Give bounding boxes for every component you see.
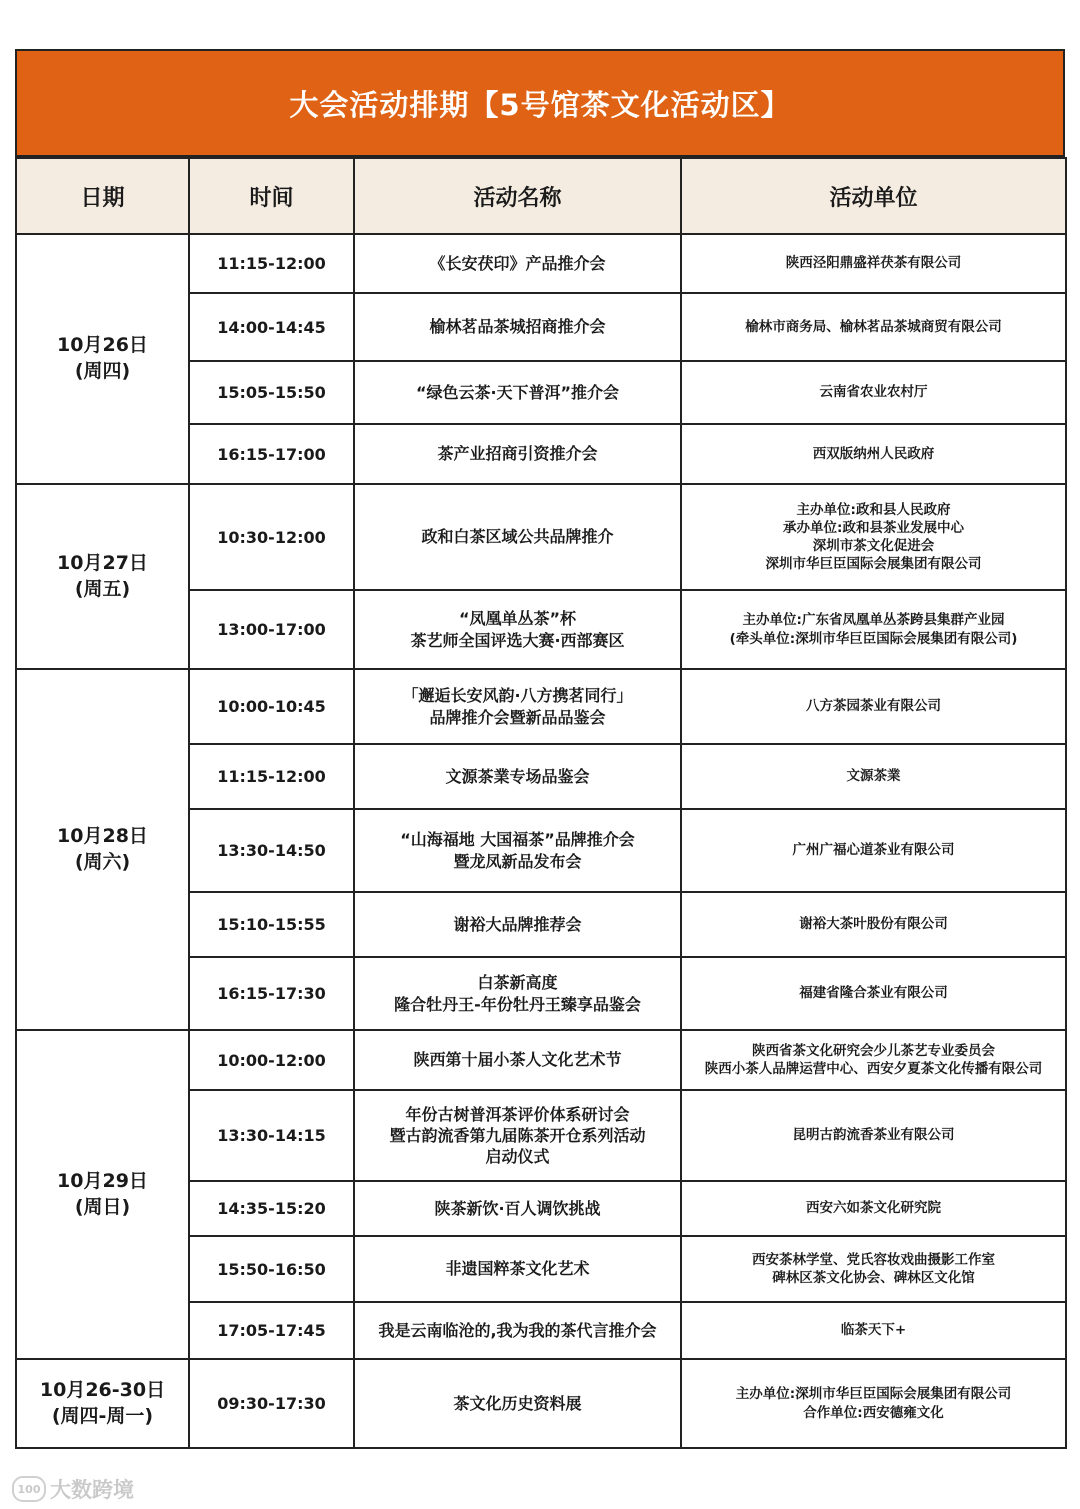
time-cell: 16:15-17:00 <box>189 424 354 484</box>
activity-name-cell <box>354 809 681 892</box>
organizer-cell <box>681 809 1066 892</box>
organizer-line: 广州广福心道茶业有限公司 <box>792 842 955 859</box>
organizer-line: 云南省农业农村厅 <box>819 384 928 401</box>
date-label: 10月27日 <box>57 551 148 574</box>
activity-name-line: 「邂逅长安风韵·八方携茗同行」 <box>402 686 633 706</box>
organizer-line: 陕西小茶人品牌运营中心、西安夕夏茶文化传播有限公司 <box>704 1061 1043 1077</box>
activity-name-line: 启动仪式 <box>485 1147 550 1167</box>
activity-name-line: 榆林茗品茶城招商推介会 <box>429 317 606 337</box>
organizer-line: 承办单位:政和县茶业发展中心 <box>783 519 964 536</box>
organizer-line: 主办单位:政和县人民政府 <box>796 501 951 518</box>
time-cell: 11:15-12:00 <box>189 234 354 293</box>
time-cell: 10:30-12:00 <box>189 484 354 590</box>
activity-name-line: 白茶新高度 <box>477 973 558 993</box>
activity-name-line: 茶文化历史资料展 <box>453 1393 582 1413</box>
organizer-line: 八方茶园茶业有限公司 <box>806 698 941 715</box>
organizer-cell <box>681 1359 1066 1448</box>
organizer-line: 深圳市茶文化促进会 <box>812 538 935 554</box>
activity-name-cell <box>354 1236 681 1302</box>
activity-name-cell <box>354 590 681 669</box>
time-cell: 10:00-12:00 <box>189 1030 354 1090</box>
date-label: 10月28日 <box>57 824 148 847</box>
organizer-line: 文源茶業 <box>846 768 901 785</box>
table-row <box>16 1359 1066 1448</box>
time-cell: 13:30-14:15 <box>189 1090 354 1181</box>
organizer-cell <box>681 1030 1066 1090</box>
activity-name-cell <box>354 234 681 293</box>
organizer-cell <box>681 424 1066 484</box>
time-cell: 11:15-12:00 <box>189 744 354 809</box>
organizer-line: 福建省隆合茶业有限公司 <box>799 985 948 1002</box>
weekday-label: (周四-周一) <box>51 1404 154 1427</box>
organizer-cell <box>681 669 1066 744</box>
activity-name-line: 我是云南临沧的,我为我的茶代言推介会 <box>378 1320 657 1340</box>
schedule-table <box>15 157 1067 1449</box>
date-label: 10月29日 <box>57 1169 148 1192</box>
organizer-line: 西安六如茶文化研究院 <box>806 1200 941 1217</box>
organizer-line: 临茶天下+ <box>840 1322 907 1339</box>
activity-name-line: 年份古树普洱茶评价体系研讨会 <box>405 1104 630 1124</box>
activity-name-cell <box>354 1030 681 1090</box>
organizer-cell <box>681 1236 1066 1302</box>
organizer-cell <box>681 892 1066 957</box>
time-cell: 15:05-15:50 <box>189 361 354 424</box>
organizer-cell <box>681 293 1066 361</box>
time-cell: 14:00-14:45 <box>189 293 354 361</box>
organizer-line: 昆明古韵流香茶业有限公司 <box>792 1127 955 1144</box>
time-cell: 14:35-15:20 <box>189 1181 354 1236</box>
activity-name-line: 陕茶新饮·百人调饮挑战 <box>434 1198 601 1218</box>
activity-name-cell <box>354 293 681 361</box>
schedule-body <box>16 234 1066 1448</box>
organizer-line: 谢裕大茶叶股份有限公司 <box>799 916 948 933</box>
header-time: 时间 <box>189 158 354 234</box>
activity-name-cell <box>354 424 681 484</box>
organizer-line: 主办单位:深圳市华巨臣国际会展集团有限公司 <box>735 1386 1012 1403</box>
organizer-line: 深圳市华巨臣国际会展集团有限公司 <box>765 556 982 573</box>
schedule-title-bar <box>15 49 1065 157</box>
table-row <box>16 1030 1066 1090</box>
date-cell <box>16 234 189 484</box>
time-cell: 10:00-10:45 <box>189 669 354 744</box>
activity-name-line: 《长安茯印》产品推介会 <box>429 253 606 273</box>
date-cell <box>16 1030 189 1359</box>
organizer-cell <box>681 590 1066 669</box>
date-cell <box>16 669 189 1030</box>
header-row <box>16 158 1066 234</box>
weekday-label: (周日) <box>74 1195 131 1218</box>
activity-name-cell <box>354 1090 681 1181</box>
activity-name-line: 陕西第十届小茶人文化艺术节 <box>413 1050 622 1070</box>
activity-name-cell <box>354 1181 681 1236</box>
organizer-cell <box>681 1090 1066 1181</box>
table-row <box>16 234 1066 293</box>
organizer-cell <box>681 744 1066 809</box>
activity-name-cell <box>354 1359 681 1448</box>
organizer-line: 西双版纳州人民政府 <box>812 445 935 462</box>
activity-name-cell <box>354 484 681 590</box>
organizer-line: 合作单位:西安德雍文化 <box>803 1404 944 1421</box>
activity-name-cell <box>354 361 681 424</box>
activity-name-cell <box>354 1302 681 1359</box>
time-cell: 17:05-17:45 <box>189 1302 354 1359</box>
date-label: 10月26-30日 <box>39 1378 166 1401</box>
watermark <box>12 1474 134 1504</box>
activity-name-line: 文源茶業专场品鉴会 <box>445 766 590 786</box>
activity-name-line: 茶产业招商引资推介会 <box>437 444 598 464</box>
organizer-line: 主办单位:广东省凤凰单丛茶跨县集群产业园 <box>742 612 1005 629</box>
header-activity-name: 活动名称 <box>354 158 681 234</box>
time-cell: 13:30-14:50 <box>189 809 354 892</box>
organizer-line: 碑林区茶文化协会、碑林区文化馆 <box>772 1270 975 1286</box>
activity-name-cell <box>354 957 681 1030</box>
activity-name-line: 谢裕大品牌推荐会 <box>453 914 582 934</box>
date-cell <box>16 484 189 669</box>
activity-name-line: “山海福地 大国福茶”品牌推介会 <box>400 830 635 850</box>
activity-name-line: 非遗国粹茶文化艺术 <box>445 1259 590 1279</box>
activity-name-line: “凤凰单丛茶”杯 <box>458 609 577 629</box>
watermark-logo: 100 <box>12 1476 46 1502</box>
weekday-label: (周六) <box>74 850 131 873</box>
time-cell: 09:30-17:30 <box>189 1359 354 1448</box>
activity-name-line: “绿色云茶·天下普洱”推介会 <box>415 382 620 402</box>
header-organizer: 活动单位 <box>681 158 1066 234</box>
date-label: 10月26日 <box>57 334 148 357</box>
organizer-cell <box>681 1181 1066 1236</box>
time-cell: 13:00-17:00 <box>189 590 354 669</box>
activity-name-line: 暨古韵流香第九届陈茶开仓系列活动 <box>389 1125 646 1145</box>
activity-name-line: 隆合牡丹王-年份牡丹王臻享品鉴会 <box>394 994 641 1014</box>
activity-name-cell <box>354 669 681 744</box>
organizer-line: 西安茶林学堂、党氏容妆戏曲摄影工作室 <box>752 1251 995 1268</box>
table-row <box>16 669 1066 744</box>
weekday-label: (周四) <box>74 360 131 382</box>
organizer-cell <box>681 957 1066 1030</box>
organizer-line: 榆林市商务局、榆林茗品茶城商贸有限公司 <box>745 318 1002 335</box>
activity-name-line: 茶艺师全国评选大赛·西部赛区 <box>410 630 625 650</box>
watermark-text: 大数跨境 <box>50 1478 134 1502</box>
time-cell: 15:10-15:55 <box>189 892 354 957</box>
date-cell <box>16 1359 189 1448</box>
activity-name-line: 品牌推介会暨新品品鉴会 <box>429 707 606 727</box>
organizer-cell <box>681 234 1066 293</box>
organizer-line: 陕西泾阳鼎盛祥茯茶有限公司 <box>785 255 962 272</box>
activity-name-cell <box>354 744 681 809</box>
time-cell: 16:15-17:30 <box>189 957 354 1030</box>
organizer-line: (牵头单位:深圳市华巨臣国际会展集团有限公司) <box>729 630 1018 647</box>
time-cell: 15:50-16:50 <box>189 1236 354 1302</box>
table-row <box>16 484 1066 590</box>
activity-name-line: 政和白茶区域公共品牌推介 <box>421 527 614 547</box>
weekday-label: (周五) <box>74 577 131 600</box>
activity-name-line: 暨龙凤新品发布会 <box>453 851 582 871</box>
organizer-cell <box>681 361 1066 424</box>
organizer-line: 陕西省茶文化研究会少儿茶艺专业委员会 <box>752 1042 995 1059</box>
header-date: 日期 <box>16 158 189 234</box>
organizer-cell <box>681 1302 1066 1359</box>
schedule-title: 大会活动排期【5号馆茶文化活动区】 <box>289 87 791 122</box>
organizer-cell <box>681 484 1066 590</box>
activity-name-cell <box>354 892 681 957</box>
